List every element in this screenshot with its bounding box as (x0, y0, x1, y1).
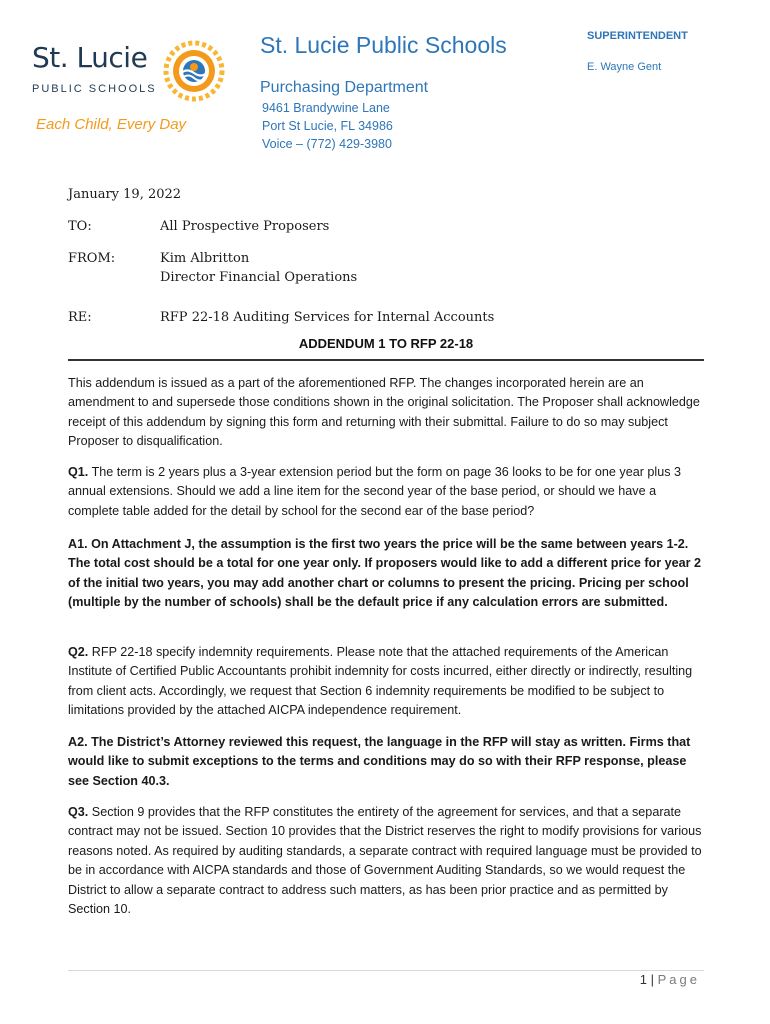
logo-name-text: St. Lucie (32, 41, 148, 74)
district-logo (18, 36, 238, 146)
question-2-label: Q2. (68, 645, 89, 659)
question-1 (68, 463, 704, 521)
address-line-city: Port St Lucie, FL 34986 (262, 119, 393, 133)
answer-1: A1. On Attachment J, the assumption is the first two years the price will be the same between years 1-2. The total cost should be a total for one year only. If proposers would like to add a different price for year 2 of the initial two years, you may add another chart or columns to present the pricing. Pricing per school (multiple by the number of schools) shall be the default price if any calculation errors are submitted. (68, 537, 702, 610)
memo-from-name: Kim Albritton (160, 251, 250, 266)
page-separator: | (650, 972, 654, 987)
footer-divider (68, 970, 704, 971)
memo-to-value: All Prospective Proposers (160, 219, 330, 234)
logo-sub-text: PUBLIC SCHOOLS (32, 83, 157, 95)
question-3 (68, 803, 704, 919)
page-footer (560, 972, 700, 987)
logo-tagline: Each Child, Every Day (36, 116, 187, 133)
district-title: St. Lucie Public Schools (260, 32, 507, 58)
sun-wave-logo-icon (163, 40, 225, 102)
superintendent-name: E. Wayne Gent (587, 61, 662, 73)
addendum-heading: ADDENDUM 1 TO RFP 22-18 (298, 336, 474, 351)
memo-from-title: Director Financial Operations (160, 270, 358, 285)
heading-divider (68, 359, 704, 361)
question-1-label: Q1. (68, 465, 89, 479)
question-2 (68, 643, 704, 721)
address-line-phone: Voice – (772) 429-3980 (262, 137, 392, 151)
memo-re-value: RFP 22-18 Auditing Services for Internal Accounts (160, 310, 495, 325)
answer-2: A2. The District’s Attorney reviewed this request, the language in the RFP will stay as written. Firms that would like to submit exceptions to the terms and conditions may do so with their RFP response, please see Section 40.3. (68, 735, 691, 788)
question-1-text: The term is 2 years plus a 3-year extension period but the form on page 36 looks to be for one year plus 3 annual extensions. Should we add a line item for the second year of the base period, or should we have a complete table added for the detail by school for the second ear of the base period? (68, 465, 682, 518)
department-name: Purchasing Department (260, 79, 429, 96)
memo-re-label: RE: (68, 310, 92, 325)
superintendent-label: SUPERINTENDENT (587, 30, 688, 42)
addendum-intro-paragraph: This addendum is issued as a part of the aforementioned RFP. The changes incorporated herein are an amendment to and supersede those conditions shown in the original solicitation. The Proposer shall acknowledge receipt of this addendum by signing this form and returning with their submittal. Failure to do so may subject Proposer to disqualification. (68, 376, 700, 449)
question-3-label: Q3. (68, 805, 89, 819)
address-line-street: 9461 Brandywine Lane (262, 101, 390, 115)
memo-date: January 19, 2022 (68, 187, 182, 202)
question-3-text: Section 9 provides that the RFP constitutes the entirety of the agreement for services, and that a separate contract may not be issued. Section 10 provides that the District reserves the right to modify provisions for various reasons noted. As required by auditing standards, a separate contract with required language must be provided to be in accordance with AICPA standards and those of Government Auditing Standards, so we would request the District to allow a separate contract to address such matters, as has been prior practice and as permitted by Section 10. (68, 805, 702, 917)
page-number: 1 (639, 972, 647, 987)
memo-from-label: FROM: (68, 251, 116, 266)
page-word: Page (657, 972, 700, 987)
question-2-text: RFP 22-18 specify indemnity requirements. Please note that the attached requirements of the American Institute of Certified Public Accountants prohibit indemnity for costs incurred, either directly or indirectly, resulting from client acts. Accordingly, we request that Section 6 indemnity requirements be modified to be subject to limitations provided by the attached AICPA independence requirement. (68, 645, 693, 718)
memo-to-label: TO: (68, 219, 92, 234)
